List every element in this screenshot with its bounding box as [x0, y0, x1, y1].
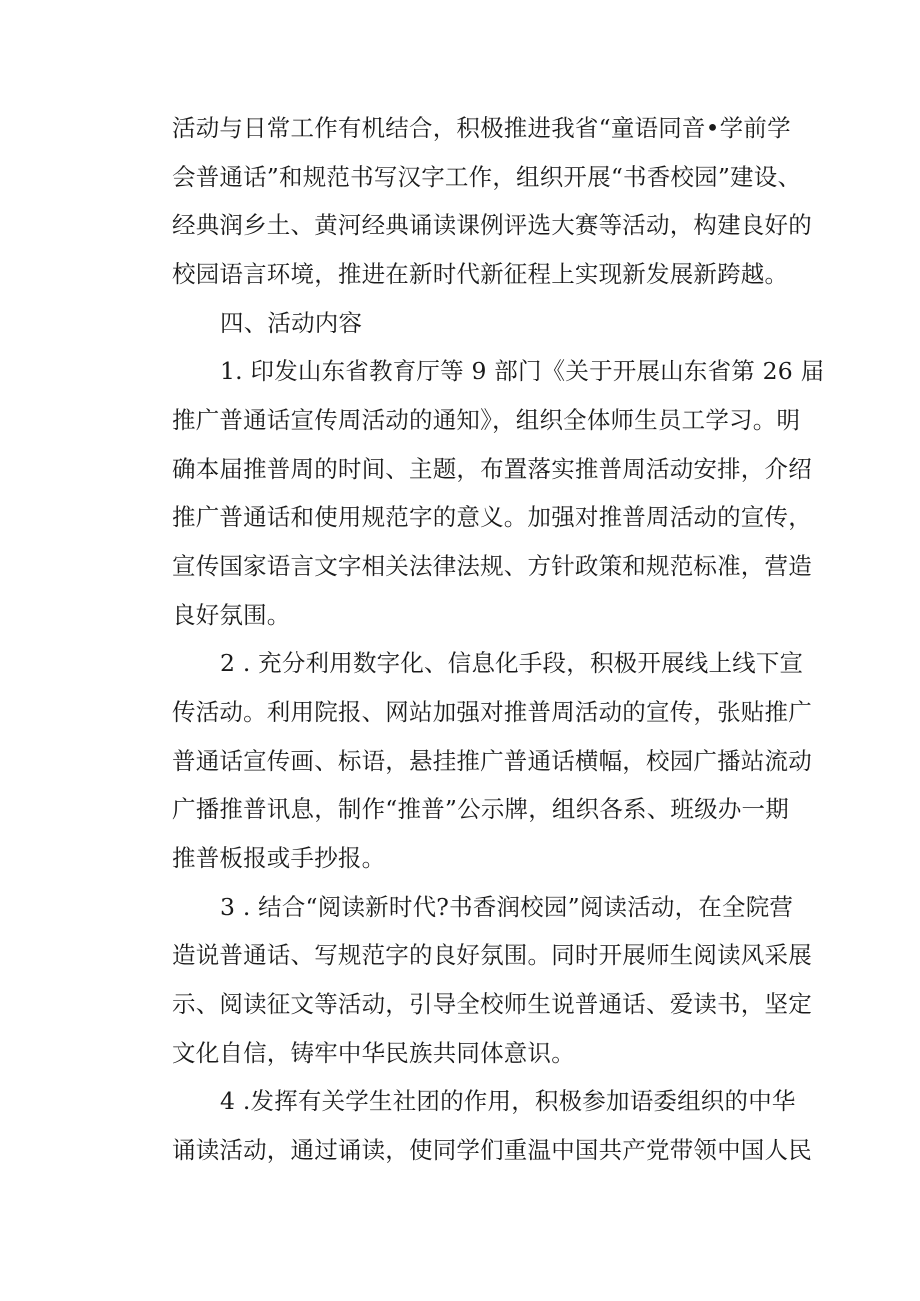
text-line: 普通话宣传画、标语，悬挂推广普通话横幅，校园广播站流动 [172, 747, 812, 775]
text-line: 诵读活动，通过诵读，使同学们重温中国共产党带领中国人民 [172, 1136, 812, 1164]
text-line: 广播推普讯息，制作“推普”公示牌，组织各系、班级办一期 [172, 795, 789, 823]
text-line: 推广普通话和使用规范字的意义。加强对推普周活动的宣传， [172, 503, 812, 531]
text-line: 示、阅读征文等活动，引导全校师生说普通话、爱读书，坚定 [172, 990, 812, 1018]
section-heading: 四、活动内容 [220, 309, 363, 337]
text-line: 造说普通话、写规范字的良好氛围。同时开展师生阅读风采展 [172, 941, 812, 969]
text-line: 推普板报或手抄报。 [172, 844, 386, 872]
text-line: 宣传国家语言文字相关法律法规、方针政策和规范标准，营造 [172, 552, 812, 580]
text-line: 校园语言环境，推进在新时代新征程上实现新发展新跨越。 [172, 260, 789, 288]
text-line: 2 . 充分利用数字化、信息化手段，积极开展线上线下宣 [220, 649, 804, 677]
text-line: 活动与日常工作有机结合，积极推进我省“童语同音•学前学 [172, 114, 791, 142]
text-line: 良好氛围。 [172, 601, 291, 629]
text-line: 3 . 结合“阅读新时代?书香润校园”阅读活动，在全院营 [220, 893, 794, 921]
text-line: 推广普通话宣传周活动的通知》，组织全体师生员工学习。明 [172, 406, 801, 434]
text-line: 文化自信，铸牢中华民族共同体意识。 [172, 1039, 575, 1067]
text-line: 会普通话”和规范书写汉字工作，组织开展“书香校园”建设、 [172, 163, 802, 191]
text-line: 确本届推普周的时间、主题，布置落实推普周活动安排，介绍 [172, 455, 812, 483]
text-line: 4 .发挥有关学生社团的作用，积极参加语委组织的中华 [220, 1087, 796, 1115]
text-line: 1. 印发山东省教育厅等 9 部门《关于开展山东省第 26 届 [220, 357, 825, 385]
text-line: 传活动。利用院报、网站加强对推普周活动的宣传，张贴推广 [172, 698, 812, 726]
text-line: 经典润乡土、黄河经典诵读课例评选大赛等活动，构建良好的 [172, 211, 812, 239]
